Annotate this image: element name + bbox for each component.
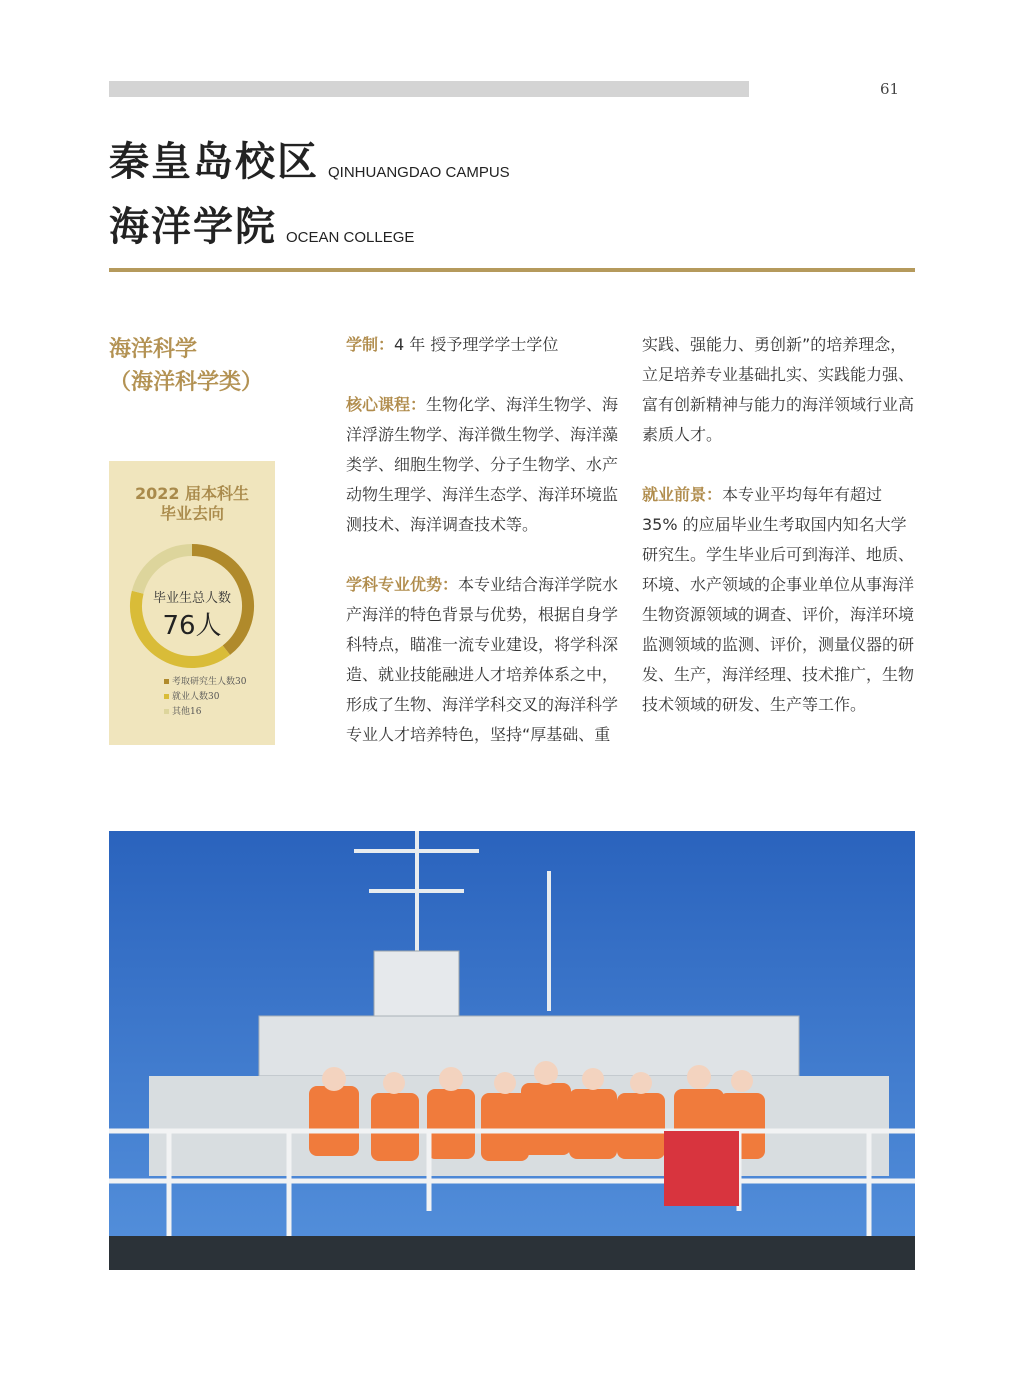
legend-swatch [164, 679, 169, 684]
graduate-destination-card [109, 461, 275, 745]
legend-swatch [164, 694, 169, 699]
campus-title-en: QINHUANGDAO CAMPUS [328, 164, 510, 181]
college-title-en: OCEAN COLLEGE [286, 229, 415, 246]
ship-deck-photo [109, 831, 915, 1270]
donut-slice-2 [138, 550, 192, 592]
header-bar [109, 81, 749, 97]
total-label: 毕业生总人数 [152, 591, 231, 606]
major-title [109, 333, 263, 399]
legend-item: 考取研究生人数30 [164, 675, 246, 690]
page-number: 61 [880, 80, 900, 98]
donut-legend [164, 675, 246, 720]
discipline-advantage: 学科专业优势：本专业结合海洋学院水产海洋的特色背景与优势，根据自身学科特点，瞄准一流专业建设，将学科深造、就业技能融进人才培养体系之中，形成了生物、海洋学科交叉的海洋科学专业人才培养特色，坚持“厚基础、重 [346, 575, 619, 744]
total-value: 76人 [162, 611, 222, 641]
major-name: 海洋科学 [109, 337, 198, 362]
college-logo-icon [765, 105, 880, 255]
major-category: （海洋科学类） [109, 370, 264, 395]
card-title-line1: 2022 届本科生 [134, 484, 250, 503]
legend-item: 就业人数30 [164, 690, 246, 705]
college-title: 海洋学院 [109, 204, 277, 250]
header-rule [109, 268, 915, 272]
text-column-1 [346, 330, 621, 780]
card-title [109, 484, 275, 524]
campus-title: 秦皇岛校区 [109, 139, 319, 185]
legend-swatch [164, 709, 169, 714]
text-column-2 [642, 330, 916, 750]
core-courses: 核心课程：生物化学、海洋生物学、海洋浮游生物学、海洋微生物学、海洋藻类学、细胞生物学、分子生物学、水产动物生理学、海洋生态学、海洋环境监测技术、海洋调查技术等。 [346, 395, 619, 534]
employment-prospects: 就业前景：本专业平均每年有超过 35% 的应届毕业生考取国内知名大学研究生。学生毕业后可到海洋、地质、环境、水产领域的企事业单位从事海洋生物资源领域的调查、评价，海洋环境监测领域的监测、评价，测量仪器的研发、生产，海洋经理、技术推广，生物技术领域的研发、生产等工作。 [642, 485, 915, 714]
training-philosophy: 实践、强能力、勇创新”的培养理念，立足培养专业基础扎实、实践能力强、富有创新精神与能力的海洋领域行业高素质人才。 [642, 335, 915, 444]
study-duration: 学制：4 年 授予理学学士学位 [346, 335, 559, 354]
legend-item: 其他16 [164, 705, 246, 720]
card-title-line2: 毕业去向 [159, 504, 224, 523]
